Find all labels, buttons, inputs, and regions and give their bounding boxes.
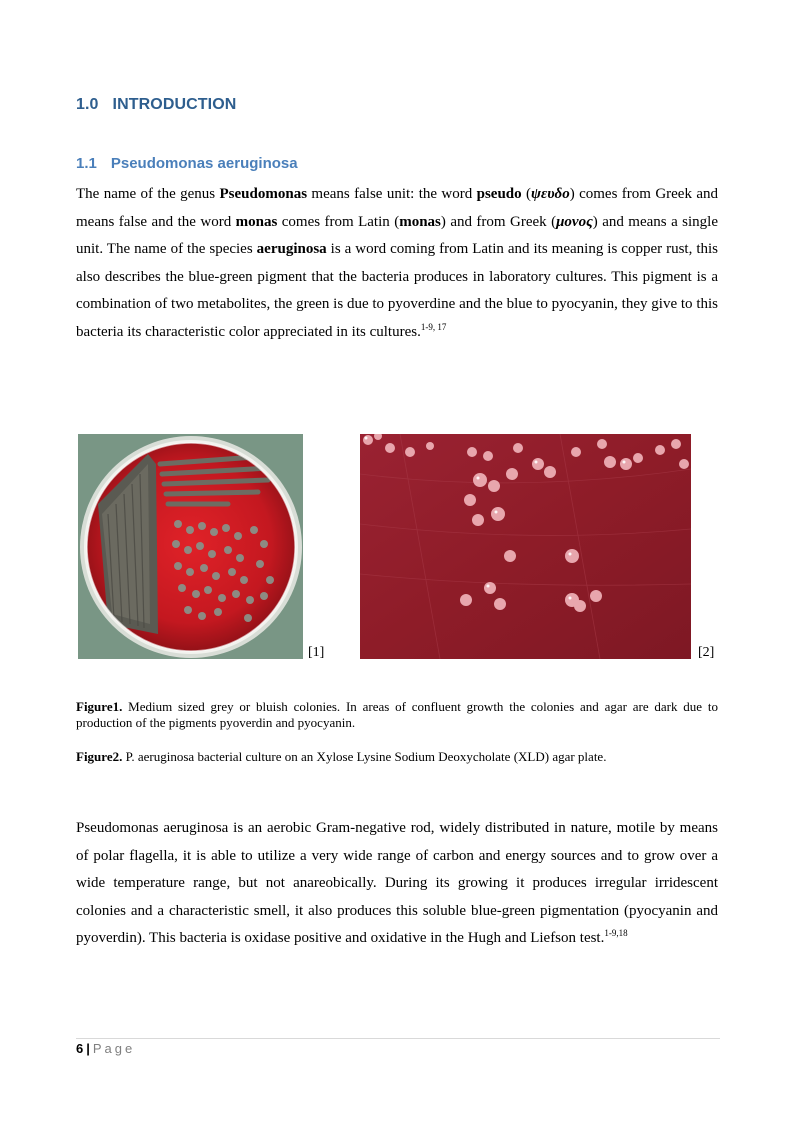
caption-text: Medium sized grey or bluish colonies. In areas of confluent growth the colonies and agar are dark due to production of the pigments pyoverdin and pyocyanin. [76,699,718,730]
monas-latin-term: monas [399,213,441,230]
section-number: 1.0 [76,96,99,113]
text-run: ( [521,186,532,202]
section-title: INTRODUCTION [112,96,237,113]
figure-reference-2: [2] [698,645,715,660]
footer-separator: | [86,1041,90,1056]
figure-2-caption [76,749,718,765]
figure-reference-1: [1] [308,645,325,660]
petri-dish-photo [78,434,303,659]
monas-term: monas [235,213,278,230]
page-footer [76,1041,135,1056]
subsection-heading [76,155,298,172]
text-run: Pseudomonas aeruginosa is an aerobic Gram-negative rod, widely distributed in nature, motile by means of polar flagella, it is able to utilize a very wide range of carbon and energy sources and to grow over a wide temperature range, but not anareobically. During its growing it produces irregular irridescent colonies and a characteristic smell, it also produces this soluble blue-green pigmentation (pyocyanin and pyoverdin). This bacteria is oxidase positive and oxidative in the Hugh and Liefson test. [76,820,718,947]
pseudo-term: pseudo [476,186,522,202]
text-run: ) comes from Greek and means false and the word [76,186,719,230]
text-run: ) and from Greek ( [440,213,557,230]
text-run: means false unit: the word [307,186,477,202]
text-run: ) and means a single unit. The name of the species [76,213,718,258]
text-run: comes from Latin ( [277,213,400,230]
intro-paragraph [76,181,718,347]
greek-monos: μονος [556,213,593,230]
footer-divider [76,1038,720,1039]
citation-superscript: 1-9, 17 [420,321,447,332]
xld-agar-photo [360,434,691,659]
caption-label: Figure1. [76,699,123,714]
subsection-title: Pseudomonas aeruginosa [110,155,298,172]
caption-label: Figure2. [76,749,123,764]
caption-text: P. aeruginosa bacterial culture on an Xylose Lysine Sodium Deoxycholate (XLD) agar plate. [122,749,607,764]
page-label: Page [92,1041,136,1056]
text-run: is a word coming from Latin and its meaning is copper rust, this also describes the blue-green pigment that the bacteria produces in laboratory cultures. This pigment is a combination of two metabolites, the green is due to pyoverdine and the blue to pyocyanin, they give to this bacteria its characteristic color appreciated in its cultures. [76,241,718,340]
genus-term: Pseudomonas [219,186,308,202]
page-number: 6 [76,1041,84,1056]
description-paragraph [76,815,718,953]
text-run: The name of the genus [76,186,220,202]
figure-1-caption [76,699,718,731]
citation-superscript: 1-9,18 [604,928,628,939]
section-heading [76,96,236,114]
subsection-number: 1.1 [76,155,97,172]
species-term: aeruginosa [256,241,327,258]
greek-pseudo: ψευδο [531,186,570,202]
